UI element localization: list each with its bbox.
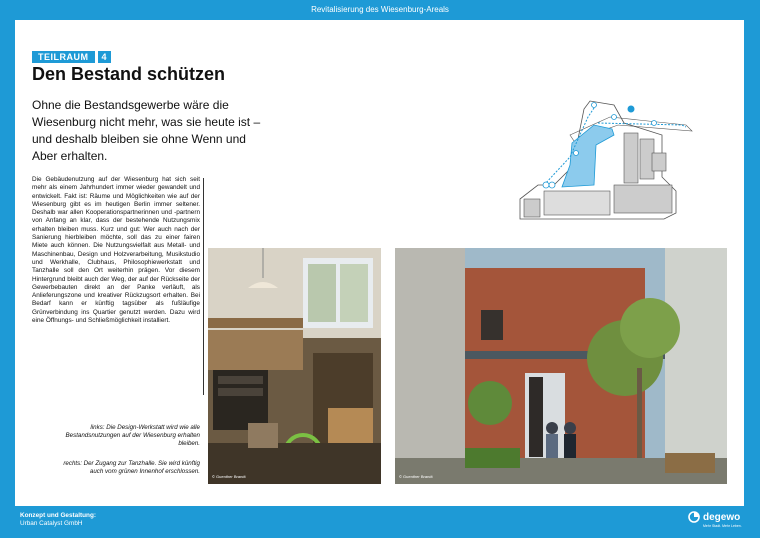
footer-agency: Urban Catalyst GmbH [20, 520, 83, 527]
degewo-logo [688, 511, 742, 528]
caption-left: links: Die Design-Werkstatt wird wie alle Bestandsnutzungen auf der Wiesenburg erhalten bleiben. [65, 424, 200, 448]
site-plan-map [514, 95, 700, 225]
logo-tagline: Mehr Stadt. Mehr Leben. [703, 524, 742, 528]
section-label: TEILRAUM [32, 51, 95, 63]
courtyard-photo [395, 248, 727, 484]
caption-right: rechts: Der Zugang zur Tanzhalle. Sie wird künftig auch vom grünen Innenhof erschlossen. [63, 460, 200, 476]
divider-line [203, 178, 204, 395]
lead-paragraph: Ohne die Bestandsgewerbe wäre die Wiesenburg nicht mehr, was sie heute ist – und deshalb bleiben sie ohne Wenn und Aber erhalten. [32, 98, 261, 163]
workshop-photo [208, 248, 381, 484]
footer-credits [20, 512, 96, 528]
document-header: Revitalisierung des Wiesenburg-Areals [311, 5, 449, 14]
footer-label: Konzept und Gestaltung: [20, 512, 96, 519]
section-badge [32, 51, 111, 63]
body-text: Die Gebäudenutzung auf der Wiesenburg hat sich seit mehr als einem Jahrhundert immer wieder gewandelt und entwickelt. Fakt ist: Räume und Möglichkeiten wie auf der Wiesenburg gibt es im heutigen Berlin immer seltener. Deshalb war allen Kooperationspartnerinnen und -partnern von Anfang an klar, dass der bestehende Nutzungsmix erhalten bleiben muss. Kurz und gut: Wer auch nach der Sanierung hierbleiben möchte, soll das zu einer fairen Miete auch können. Die Nutzungsvielfalt aus Metall- und Maschinenbau, Design und Holzverarbeitung, Musikstudio und Werkhalle, Clubhaus, Philosophiewerkstatt und Tanzhalle soll den Ort weiterhin prägen. Vor diesem Hintergrund bleibt auch der Weg, der auf der Rückseite der Gewerbebauten direkt an der Panke verläuft, als Anlieferungszone und kreativer Rückzugsort erhalten. Bei Bedarf kann er künftig tagsüber als fußläufige Grünverbindung ins Quartier genutzt werden. Dazu wird eine Öffnungs- und Schließmöglichkeit installiert. [32, 176, 200, 325]
logo-name: degewo [703, 511, 741, 523]
photo-credit-2: © Guenther Brandt [399, 474, 433, 479]
degewo-logo-icon [688, 511, 700, 523]
photo-credit-1: © Guenther Brandt [212, 474, 246, 479]
section-number: 4 [98, 51, 111, 63]
page-title: Den Bestand schützen [32, 64, 226, 84]
